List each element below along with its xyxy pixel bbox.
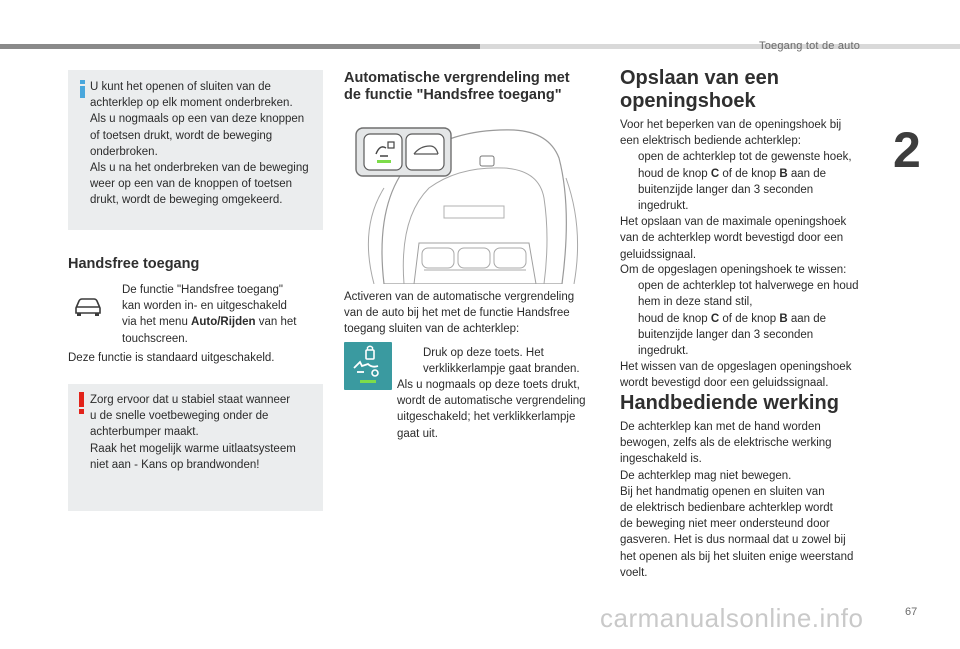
tailgate-illustration — [344, 118, 584, 284]
handbediende-heading: Handbediende werking — [620, 392, 839, 414]
handsfree-lock-button-icon — [344, 342, 392, 390]
key-letter: B — [779, 312, 788, 325]
auto-lock-step-after: Als u nogmaals op deze toets drukt, wordt de automatische vergrendeling uitgeschakeld; het verklikkerlampje gaat uit. — [397, 379, 586, 440]
key-letter: C — [710, 312, 720, 325]
menu-path: Auto/Rijden — [191, 316, 256, 329]
handsfree-menu-text — [122, 282, 322, 347]
indicator-light — [377, 160, 391, 163]
info-icon — [80, 80, 85, 98]
auto-lock-step: Druk op deze toets. Het verklikkerlampje gaat branden. — [423, 347, 580, 376]
key-letter: C — [710, 167, 720, 180]
key-letter: B — [779, 167, 788, 180]
watermark: carmanualsonline.info — [600, 603, 864, 633]
wissen-bullet-2: houd de knop C of de knop B aan de buitenzijde langer dan 3 seconden ingedrukt. — [638, 312, 827, 358]
page-number: 67 — [905, 606, 918, 618]
wissen-section — [620, 262, 875, 392]
wissen-bullet-1: open de achterklep tot halverwege en houd hem in deze stand stil, — [638, 280, 859, 309]
wissen-end: Het wissen van de opgeslagen openingshoek wordt bevestigd door een geluidssignaal. — [620, 361, 852, 390]
car-icon — [73, 294, 103, 318]
opslaan-intro: Voor het beperken van de openingshoek bij een elektrisch bediende achterklep: — [620, 119, 842, 148]
opslaan-heading: Opslaan van een openingshoek — [620, 67, 779, 112]
chapter-title: Toegang tot de auto — [759, 40, 861, 52]
header-rule-dark — [0, 44, 480, 49]
warning-icon — [78, 392, 85, 414]
opslaan-bullet-1: open de achterklep tot de gewenste hoek, — [638, 151, 852, 164]
header-rule-light — [480, 44, 960, 49]
auto-lock-intro: Activeren van de automatische vergrendeling van de auto bij het met de functie Handsfree toegang sluiten van de achterklep: — [344, 291, 575, 336]
handsfree-text-pre: De functie "Handsfree toegang" kan worden in- en uitgeschakeld via het menu — [122, 284, 287, 329]
handbediende-text: De achterklep kan met de hand worden bewogen, zelfs als de elektrische werking ingeschakeld is. De achterklep mag niet bewegen. Bij het handmatig openen en sluiten van de elektrisch bedienbare achterklep wordt de beweging niet meer ondersteund door gasveren. Het is dus normaal dat u zowel bij het openen als bij het sluiten enige weerstand voelt. — [620, 421, 854, 579]
handsfree-heading: Handsfree toegang — [68, 256, 200, 272]
wissen-intro: Om de opgeslagen openingshoek te wissen: — [620, 264, 847, 276]
warning-text: Zorg ervoor dat u stabiel staat wanneer u de snelle voetbeweging onder de achterbumper maakt. Raak het mogelijk warme uitlaatsysteem niet aan - Kans op brandwonden! — [90, 394, 296, 471]
handsfree-text-post: van het touchscreen. — [122, 316, 297, 345]
auto-lock-heading: Automatische vergrendeling met de functie "Handsfree toegang" — [344, 70, 570, 103]
handsfree-default-text: Deze functie is standaard uitgeschakeld. — [68, 352, 275, 364]
chapter-number: 2 — [893, 122, 921, 178]
info-text: U kunt het openen of sluiten van de achterklep op elk moment onderbreken. Als u nogmaals op een van deze knoppen of toetsen drukt, wordt de beweging onderbroken. Als u na het onderbreken van de beweging weer op een van de knoppen of toetsen drukt, wordt de beweging omgekeerd. — [90, 81, 309, 207]
opslaan-section — [620, 117, 875, 263]
opslaan-bullet-2: houd de knop C of de knop B aan de buitenzijde langer dan 3 seconden ingedrukt. — [638, 167, 827, 213]
opslaan-end: Het opslaan van de maximale openingshoek van de achterklep wordt bevestigd door een geluidssignaal. — [620, 216, 847, 261]
